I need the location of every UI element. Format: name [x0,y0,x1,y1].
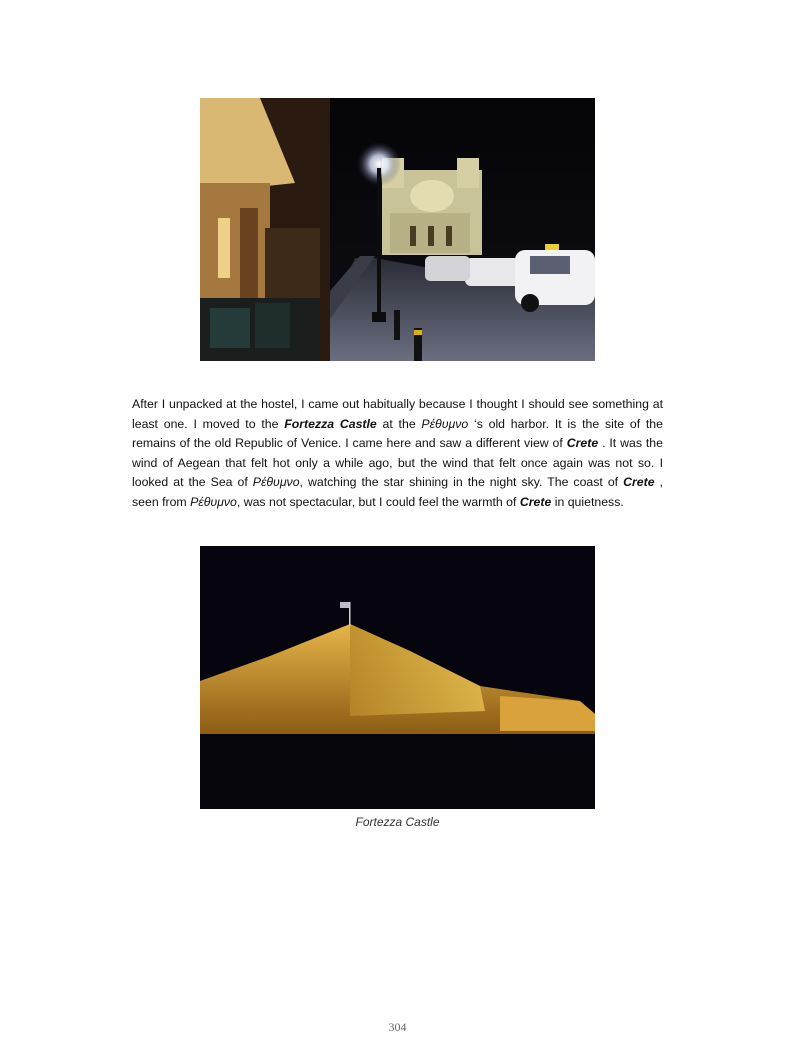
italic-term: Ρέθυμνο [421,416,469,431]
text-run: , seen from [132,475,663,509]
text-run: ‘s old harbor. It is the site of the remains of the old Republic of Venice. I came here and saw a different view of [132,416,663,451]
street-night-photo [200,98,595,361]
bold-term: Crete [519,494,552,509]
text-run: in quietness. [551,494,624,509]
bold-term: Crete [623,475,655,490]
text-run: at the [376,416,422,431]
text-run: . It was the wind of Aegean that felt hot only a while ago, but the wind that felt once again was not so. I looked at the Sea of [132,436,663,490]
bold-term: Fortezza Castle [284,416,377,431]
text-run: , was not spectacular, but I could feel the warmth of [236,494,520,509]
text-run: After I unpacked at the hostel, I came out habitually because I thought I should see something at least one. I moved to the [132,397,663,431]
italic-term: Ρέθυμνο [190,494,237,509]
body-paragraph [132,395,663,513]
photo-caption: Fortezza Castle [355,815,440,829]
fortezza-castle-photo [200,546,595,809]
text-run: , watching the star shining in the night sky. The coast of [299,475,624,490]
bold-term: Crete [566,436,599,451]
italic-term: Ρέθυμνο [252,475,300,490]
page-number: 304 [388,1020,407,1034]
